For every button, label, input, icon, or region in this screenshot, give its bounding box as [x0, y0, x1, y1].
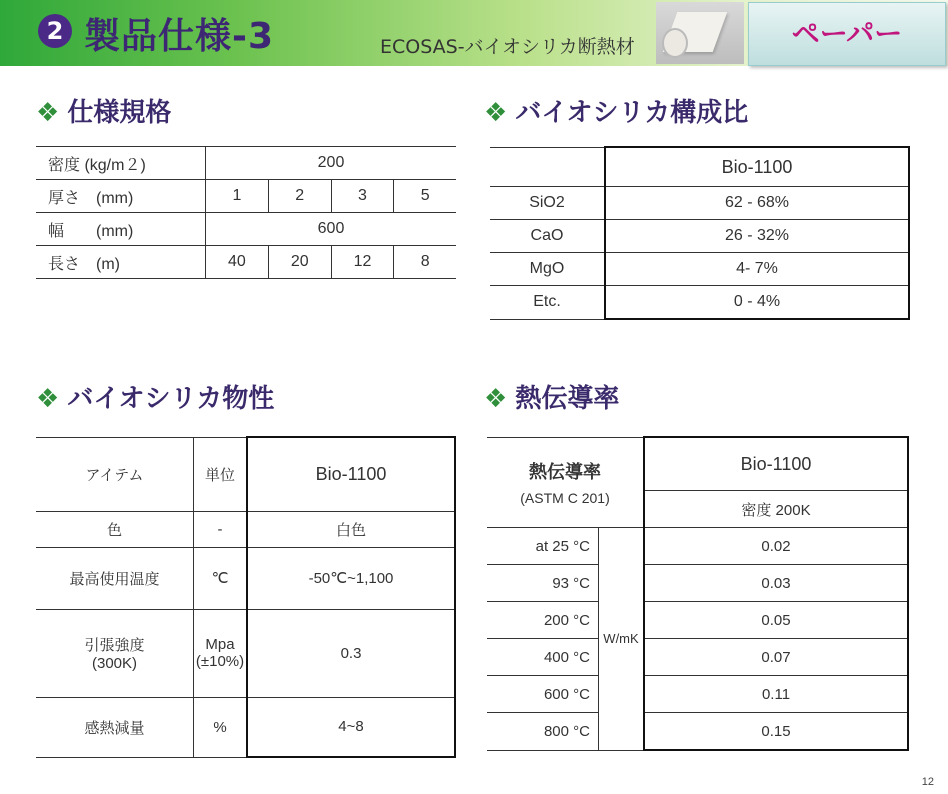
temperature-cell: 400 °C: [487, 639, 599, 676]
temperature-cell: 200 °C: [487, 602, 599, 639]
conductivity-value: 0.03: [644, 565, 908, 602]
table-row: [490, 220, 909, 253]
table-row: [490, 286, 909, 320]
item-header: アイテム: [36, 437, 194, 511]
paper-roll-image: [656, 2, 744, 64]
component-label: MgO: [490, 253, 605, 286]
conductivity-value-header: Bio-1100: [644, 437, 908, 491]
length-cell: 20: [268, 246, 331, 279]
property-table: [36, 436, 456, 758]
section-number-badge: 2: [38, 14, 72, 48]
table-row: [36, 213, 456, 246]
thickness-cell: 2: [268, 180, 331, 213]
width-label: 幅 (mm): [36, 213, 206, 246]
roll-core: [662, 28, 688, 58]
table-header-row: [36, 437, 455, 511]
table-header-row: [487, 437, 908, 491]
component-value: 0 - 4%: [605, 286, 909, 320]
table-row: [490, 253, 909, 286]
property-item: 引張強度 (300K): [36, 609, 194, 697]
conductivity-value: 0.11: [644, 676, 908, 713]
conductivity-value: 0.15: [644, 713, 908, 751]
property-value: -50℃~1,100: [247, 547, 455, 609]
section-heading-label: 熱伝導率: [515, 384, 620, 414]
product-type-tag: ペーパー: [748, 2, 946, 66]
table-row: [36, 697, 455, 757]
composition-header: Bio-1100: [605, 147, 909, 187]
property-unit: Mpa (±10%): [194, 609, 248, 697]
property-value: 4~8: [247, 697, 455, 757]
section-heading-label: バイオシリカ構成比: [515, 98, 749, 128]
density-value: 200: [206, 147, 456, 180]
page-number: 12: [921, 776, 934, 788]
spec-table: [36, 146, 456, 279]
property-value: 白色: [247, 511, 455, 547]
thickness-cell: 5: [394, 180, 456, 213]
temperature-cell: at 25 °C: [487, 528, 599, 565]
thickness-cell: 3: [331, 180, 394, 213]
table-row: [490, 187, 909, 220]
table-row: [36, 246, 456, 279]
conductivity-table: [487, 436, 909, 751]
property-unit: ℃: [194, 547, 248, 609]
property-item: 最高使用温度: [36, 547, 194, 609]
page-title: 製品仕様-3: [84, 16, 274, 57]
table-row: [487, 528, 908, 565]
density-label: 密度 (kg/m２): [36, 147, 206, 180]
width-value: 600: [206, 213, 456, 246]
component-value: 26 - 32%: [605, 220, 909, 253]
conductivity-value: 0.07: [644, 639, 908, 676]
temperature-cell: 800 °C: [487, 713, 599, 751]
conductivity-header-cell: [487, 437, 644, 528]
temperature-cell: 93 °C: [487, 565, 599, 602]
table-row: [487, 602, 908, 639]
section-heading-properties: [36, 378, 274, 415]
value-header: Bio-1100: [247, 437, 455, 511]
diamond-icon: ❖: [484, 98, 508, 128]
conductivity-value: 0.05: [644, 602, 908, 639]
table-row: [36, 147, 456, 180]
length-cell: 12: [331, 246, 394, 279]
section-heading-composition: [484, 92, 748, 129]
component-value: 62 - 68%: [605, 187, 909, 220]
property-value: 0.3: [247, 609, 455, 697]
diamond-icon: ❖: [36, 98, 60, 128]
diamond-icon: ❖: [484, 384, 508, 414]
property-item: 色: [36, 511, 194, 547]
thickness-label: 厚さ (mm): [36, 180, 206, 213]
section-heading-spec: [36, 92, 171, 129]
length-cell: 40: [206, 246, 269, 279]
conductivity-header-label: 熱伝導率: [529, 462, 601, 483]
conductivity-density-header: 密度 200K: [644, 491, 908, 528]
component-label: CaO: [490, 220, 605, 253]
component-value: 4- 7%: [605, 253, 909, 286]
length-label: 長さ (m): [36, 246, 206, 279]
table-row: [487, 713, 908, 751]
section-heading-label: バイオシリカ物性: [67, 384, 275, 414]
conductivity-header-sub: (ASTM C 201): [520, 490, 610, 507]
property-unit: -: [194, 511, 248, 547]
component-label: SiO2: [490, 187, 605, 220]
table-row: [36, 547, 455, 609]
conductivity-unit: W/mK: [599, 528, 645, 751]
table-row: [36, 511, 455, 547]
temperature-cell: 600 °C: [487, 676, 599, 713]
conductivity-value: 0.02: [644, 528, 908, 565]
empty-header-cell: [490, 147, 605, 187]
table-row: [487, 676, 908, 713]
unit-header: 単位: [194, 437, 248, 511]
composition-table: [490, 146, 910, 320]
length-cell: 8: [394, 246, 456, 279]
thickness-cell: 1: [206, 180, 269, 213]
component-label: Etc.: [490, 286, 605, 320]
property-unit: %: [194, 697, 248, 757]
page-subtitle: ECOSAS-バイオシリカ断熱材: [380, 36, 635, 58]
table-row: [487, 639, 908, 676]
section-heading-conductivity: [484, 378, 619, 415]
property-item: 感熱減量: [36, 697, 194, 757]
diamond-icon: ❖: [36, 384, 60, 414]
table-row: [36, 609, 455, 697]
section-heading-label: 仕様規格: [67, 98, 172, 128]
table-header-row: [490, 147, 909, 187]
table-row: [36, 180, 456, 213]
table-row: [487, 565, 908, 602]
